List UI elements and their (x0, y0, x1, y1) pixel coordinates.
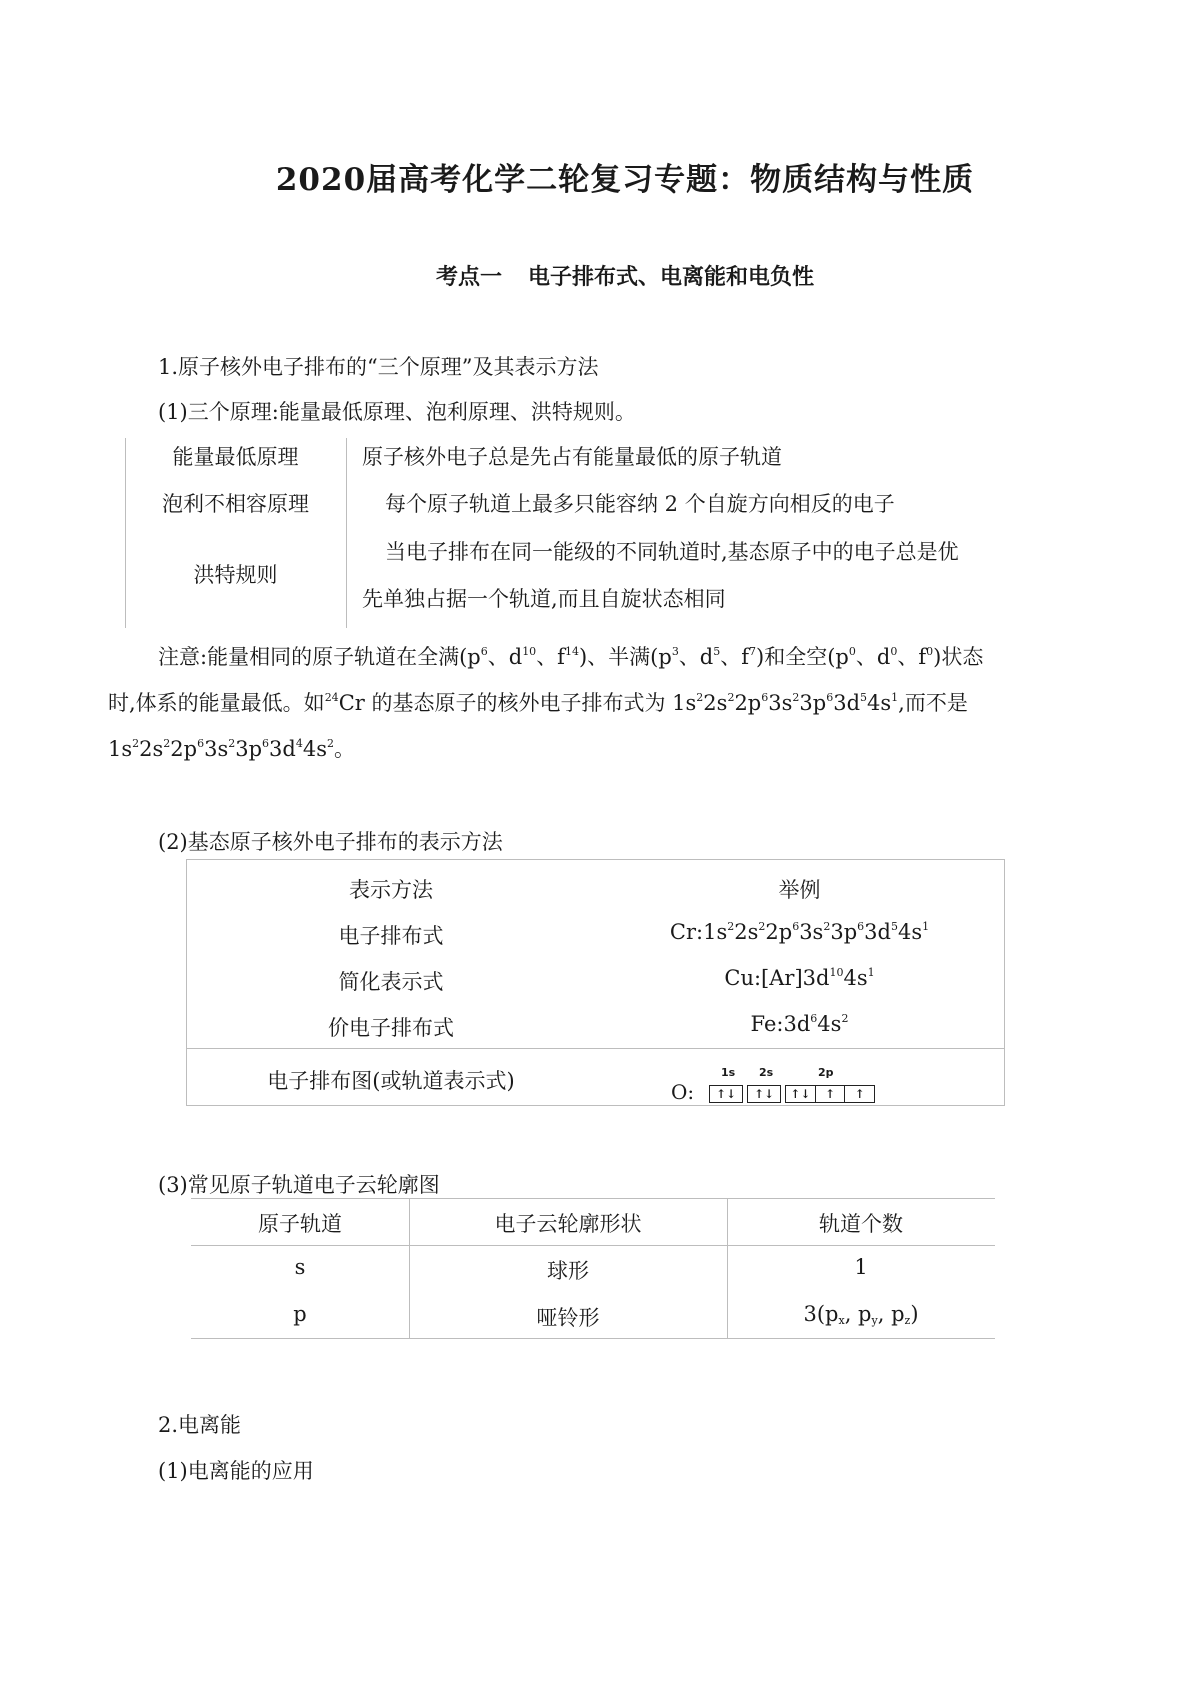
orbital-box-2s: ↑↓ (747, 1085, 781, 1103)
example-cell: $Cu:[Ar]3d^{10}4s^1$ (724, 966, 875, 990)
principle-desc: 每个原子轨道上最多只能容纳 2 个自旋方向相反的电子 (385, 492, 895, 516)
header-orbital: 原子轨道 (258, 1212, 342, 1236)
orbital-box-1s: ↑↓ (709, 1085, 743, 1103)
principles-table (125, 438, 1045, 628)
orbital-box-2p: ↑↓ ↑ ↑ (785, 1085, 875, 1103)
section-heading (0, 260, 1190, 291)
ionization-application: (1)电离能的应用 (158, 1459, 314, 1483)
orbital-cell: s (294, 1255, 306, 1279)
method-cell: 电子排布图(或轨道表示式) (267, 1069, 515, 1093)
orbital-cell: p (293, 1302, 307, 1326)
section-name: 电子排布式、电离能和电负性 (528, 264, 815, 290)
orbital-label: 1s (721, 1066, 736, 1079)
example-cell: $Fe:3d^64s^2$ (750, 1012, 849, 1036)
count-cell: $3(p_x$, $p_y$, $p_z$) (803, 1302, 919, 1327)
document-title: 2020届高考化学二轮复习专题：物质结构与性质 (275, 162, 975, 198)
principle-name: 洪特规则 (193, 563, 278, 587)
section-label: 考点一 (435, 264, 502, 290)
representation-table (186, 859, 1005, 1106)
three-principles-intro: (1)三个原理:能量最低原理、泡利原理、洪特规则。 (158, 400, 636, 424)
header-method: 表示方法 (349, 878, 433, 902)
method-cell: 电子排布式 (338, 924, 444, 948)
example-cell: $Cr:1s^22s^22p^63s^23p^63d^54s^1$ (669, 920, 930, 944)
orbital-element: O: (671, 1080, 695, 1104)
shape-cell: 球形 (547, 1259, 589, 1283)
table-divider (187, 1048, 1004, 1049)
orbital-label: 2s (759, 1066, 774, 1079)
method-cell: 简化表示式 (338, 970, 444, 994)
principle-desc-line2: 先单独占据一个轨道,而且自旋状态相同 (362, 587, 726, 611)
orbital-label: 2p (818, 1066, 834, 1079)
note-line1: 注意:能量相同的原子轨道在全满($p^6$、$d^{10}$、$f^{14}$)、半满($p^3$、$d^5$、$f^7$)和全空($p^0$、$d^0$、$f^0$)状态 (158, 645, 984, 669)
principle-desc-line1: 当电子排布在同一能级的不同轨道时,基态原子中的电子总是优 (385, 540, 959, 564)
principle-name: 能量最低原理 (172, 445, 299, 469)
principle-desc: 原子核外电子总是先占有能量最低的原子轨道 (362, 445, 782, 469)
heading-electron-config: 1.原子核外电子排布的“三个原理”及其表示方法 (158, 355, 599, 379)
note-line2: 时,体系的能量最低。如$^{24}$Cr 的基态原子的核外电子排布式为 $1s^22s^22p^63s^23p^63d^54s^1$,而不是 (108, 691, 968, 715)
count-cell: 1 (854, 1255, 868, 1279)
orbital-diagram (671, 1055, 931, 1103)
shape-cell: 哑铃形 (536, 1306, 600, 1330)
note-line3: $1s^22s^22p^63s^23p^63d^44s^2$。 (108, 737, 355, 761)
method-cell: 价电子排布式 (328, 1016, 454, 1040)
header-shape: 电子云轮廓形状 (494, 1212, 642, 1236)
principle-name: 泡利不相容原理 (162, 492, 309, 516)
header-count: 轨道个数 (819, 1212, 903, 1236)
representation-heading: (2)基态原子核外电子排布的表示方法 (158, 830, 503, 854)
orbital-shape-heading: (3)常见原子轨道电子云轮廓图 (158, 1173, 440, 1197)
header-example: 举例 (778, 878, 821, 902)
ionization-heading: 2.电离能 (158, 1413, 242, 1437)
